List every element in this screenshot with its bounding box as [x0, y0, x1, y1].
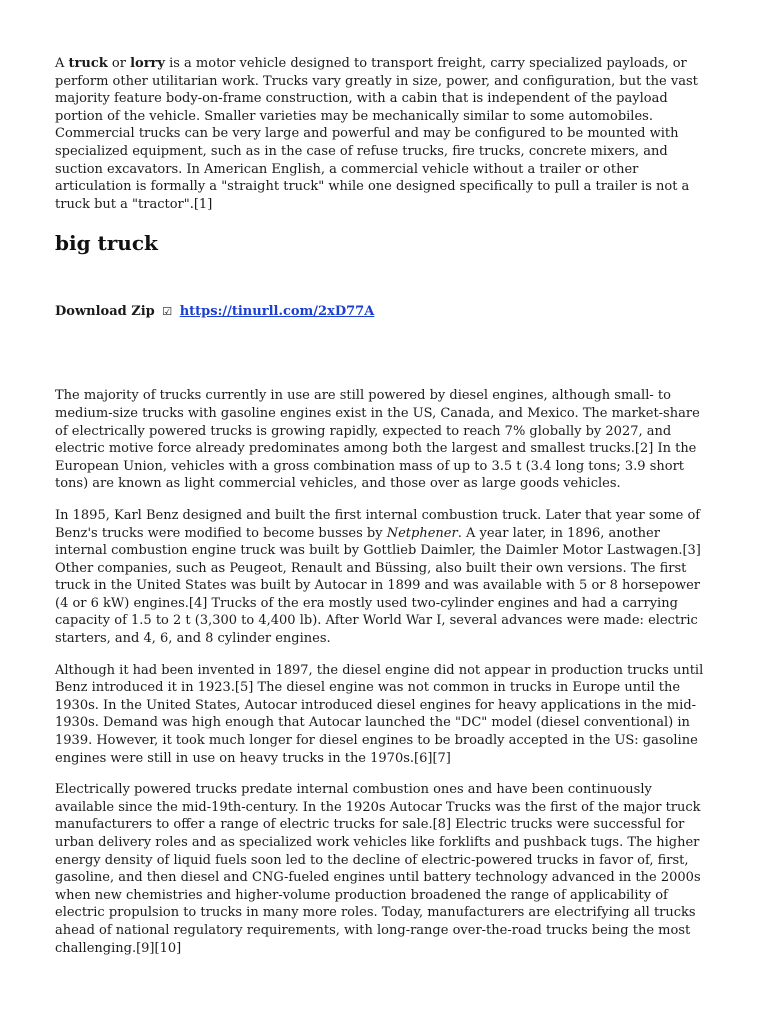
intro-rest: is a motor vehicle designed to transport freight, carry specialized payloads, or perform other utilitarian work. Trucks vary greatly in size, power, and configuration, but the vast majority feature body-on-frame construction, with a cabin that is independent of the payload portion of the vehicle. Smaller varieties may be mechanically similar to some automobiles. Commercial trucks can be very large and powerful and may be configured to be mounted with specialized equipment, such as in the case of refuse trucks, fire trucks, concrete mixers, and suction excavators. In American English, a commercial vehicle without a trailer or other articulation is formally a "straight truck" while one designed specifically to pull a trailer is not a truck but a "tractor".[1] [55, 56, 698, 212]
intro-a: A [55, 56, 69, 71]
intro-paragraph [55, 55, 715, 213]
article [55, 55, 715, 971]
checkbox-icon: ☑ [162, 305, 173, 319]
download-line [55, 303, 715, 320]
term-lorry: lorry [130, 56, 165, 71]
page-title: big truck [55, 231, 158, 256]
intro-or: or [107, 56, 131, 71]
download-link[interactable]: https://tinurll.com/2xD77A [179, 304, 375, 320]
term-truck: truck [68, 56, 108, 71]
paragraph-history-text-a: In 1895, Karl Benz designed and built the first internal combustion truck. Later that year some of Benz's trucks were modified to become busses by [55, 507, 701, 541]
download-label: Download Zip [55, 304, 155, 320]
netphener-term: Netphener [386, 525, 458, 541]
paragraph-history-text-b: . A year later, in 1896, another internal combustion engine truck was built by Gottlieb Daimler, the Daimler Motor Lastwagen.[3] Other companies, such as Peugeot, Renault and Büssing, also built their own versions. The first truck in the United States was built by Autocar in 1899 and was available with 5 or 8 horsepower (4 or 6 kW) engines.[4] Trucks of the era mostly used two-cylinder engines and had a carrying capacity of 1.5 to 2 t (3,300 to 4,400 lb). After World War I, several advances were made: electric starters, and 4, 6, and 8 cylinder engines. [55, 525, 701, 647]
paragraph-history-1895 [55, 507, 715, 648]
paragraph-electric-trucks: Electrically powered trucks predate internal combustion ones and have been continuously available since the mid-19th-century. In the 1920s Autocar Trucks was the first of the major truck manufacturers to offer a range of electric trucks for sale.[8] Electric trucks were successful for urban delivery roles and as specialized work vehicles like forklifts and pushback tugs. The higher energy density of liquid fuels soon led to the decline of electric-powered trucks in favor of, first, gasoline, and then diesel and CNG-fueled engines until battery technology advanced in the 2000s when new chemistries and higher-volume production broadened the range of applicability of electric propulsion to trucks in many more roles. Today, manufacturers are electrifying all trucks ahead of national regulatory requirements, with long-range over-the-road trucks being the most challenging.[9][10] [55, 782, 701, 956]
paragraph-diesel-market: The majority of trucks currently in use are still powered by diesel engines, although small- to medium-size trucks with gasoline engines exist in the US, Canada, and Mexico. The market-share of electrically powered trucks is growing rapidly, expected to reach 7% globally by 2027, and electric motive force already predominates among both the largest and smallest trucks.[2] In the European Union, vehicles with a gross combination mass of up to 3.5 t (3.4 long tons; 3.9 short tons) are known as light commercial vehicles, and those over as large goods vehicles. [55, 388, 700, 492]
paragraph-diesel-engine: Although it had been invented in 1897, the diesel engine did not appear in production trucks until Benz introduced it in 1923.[5] The diesel engine was not common in trucks in Europe until the 1930s. In the United States, Autocar introduced diesel engines for heavy applications in the mid-1930s. Demand was high enough that Autocar launched the "DC" model (diesel conventional) in 1939. However, it took much longer for diesel engines to be broadly accepted in the US: gasoline engines were still in use on heavy trucks in the 1970s.[6][7] [55, 662, 704, 766]
